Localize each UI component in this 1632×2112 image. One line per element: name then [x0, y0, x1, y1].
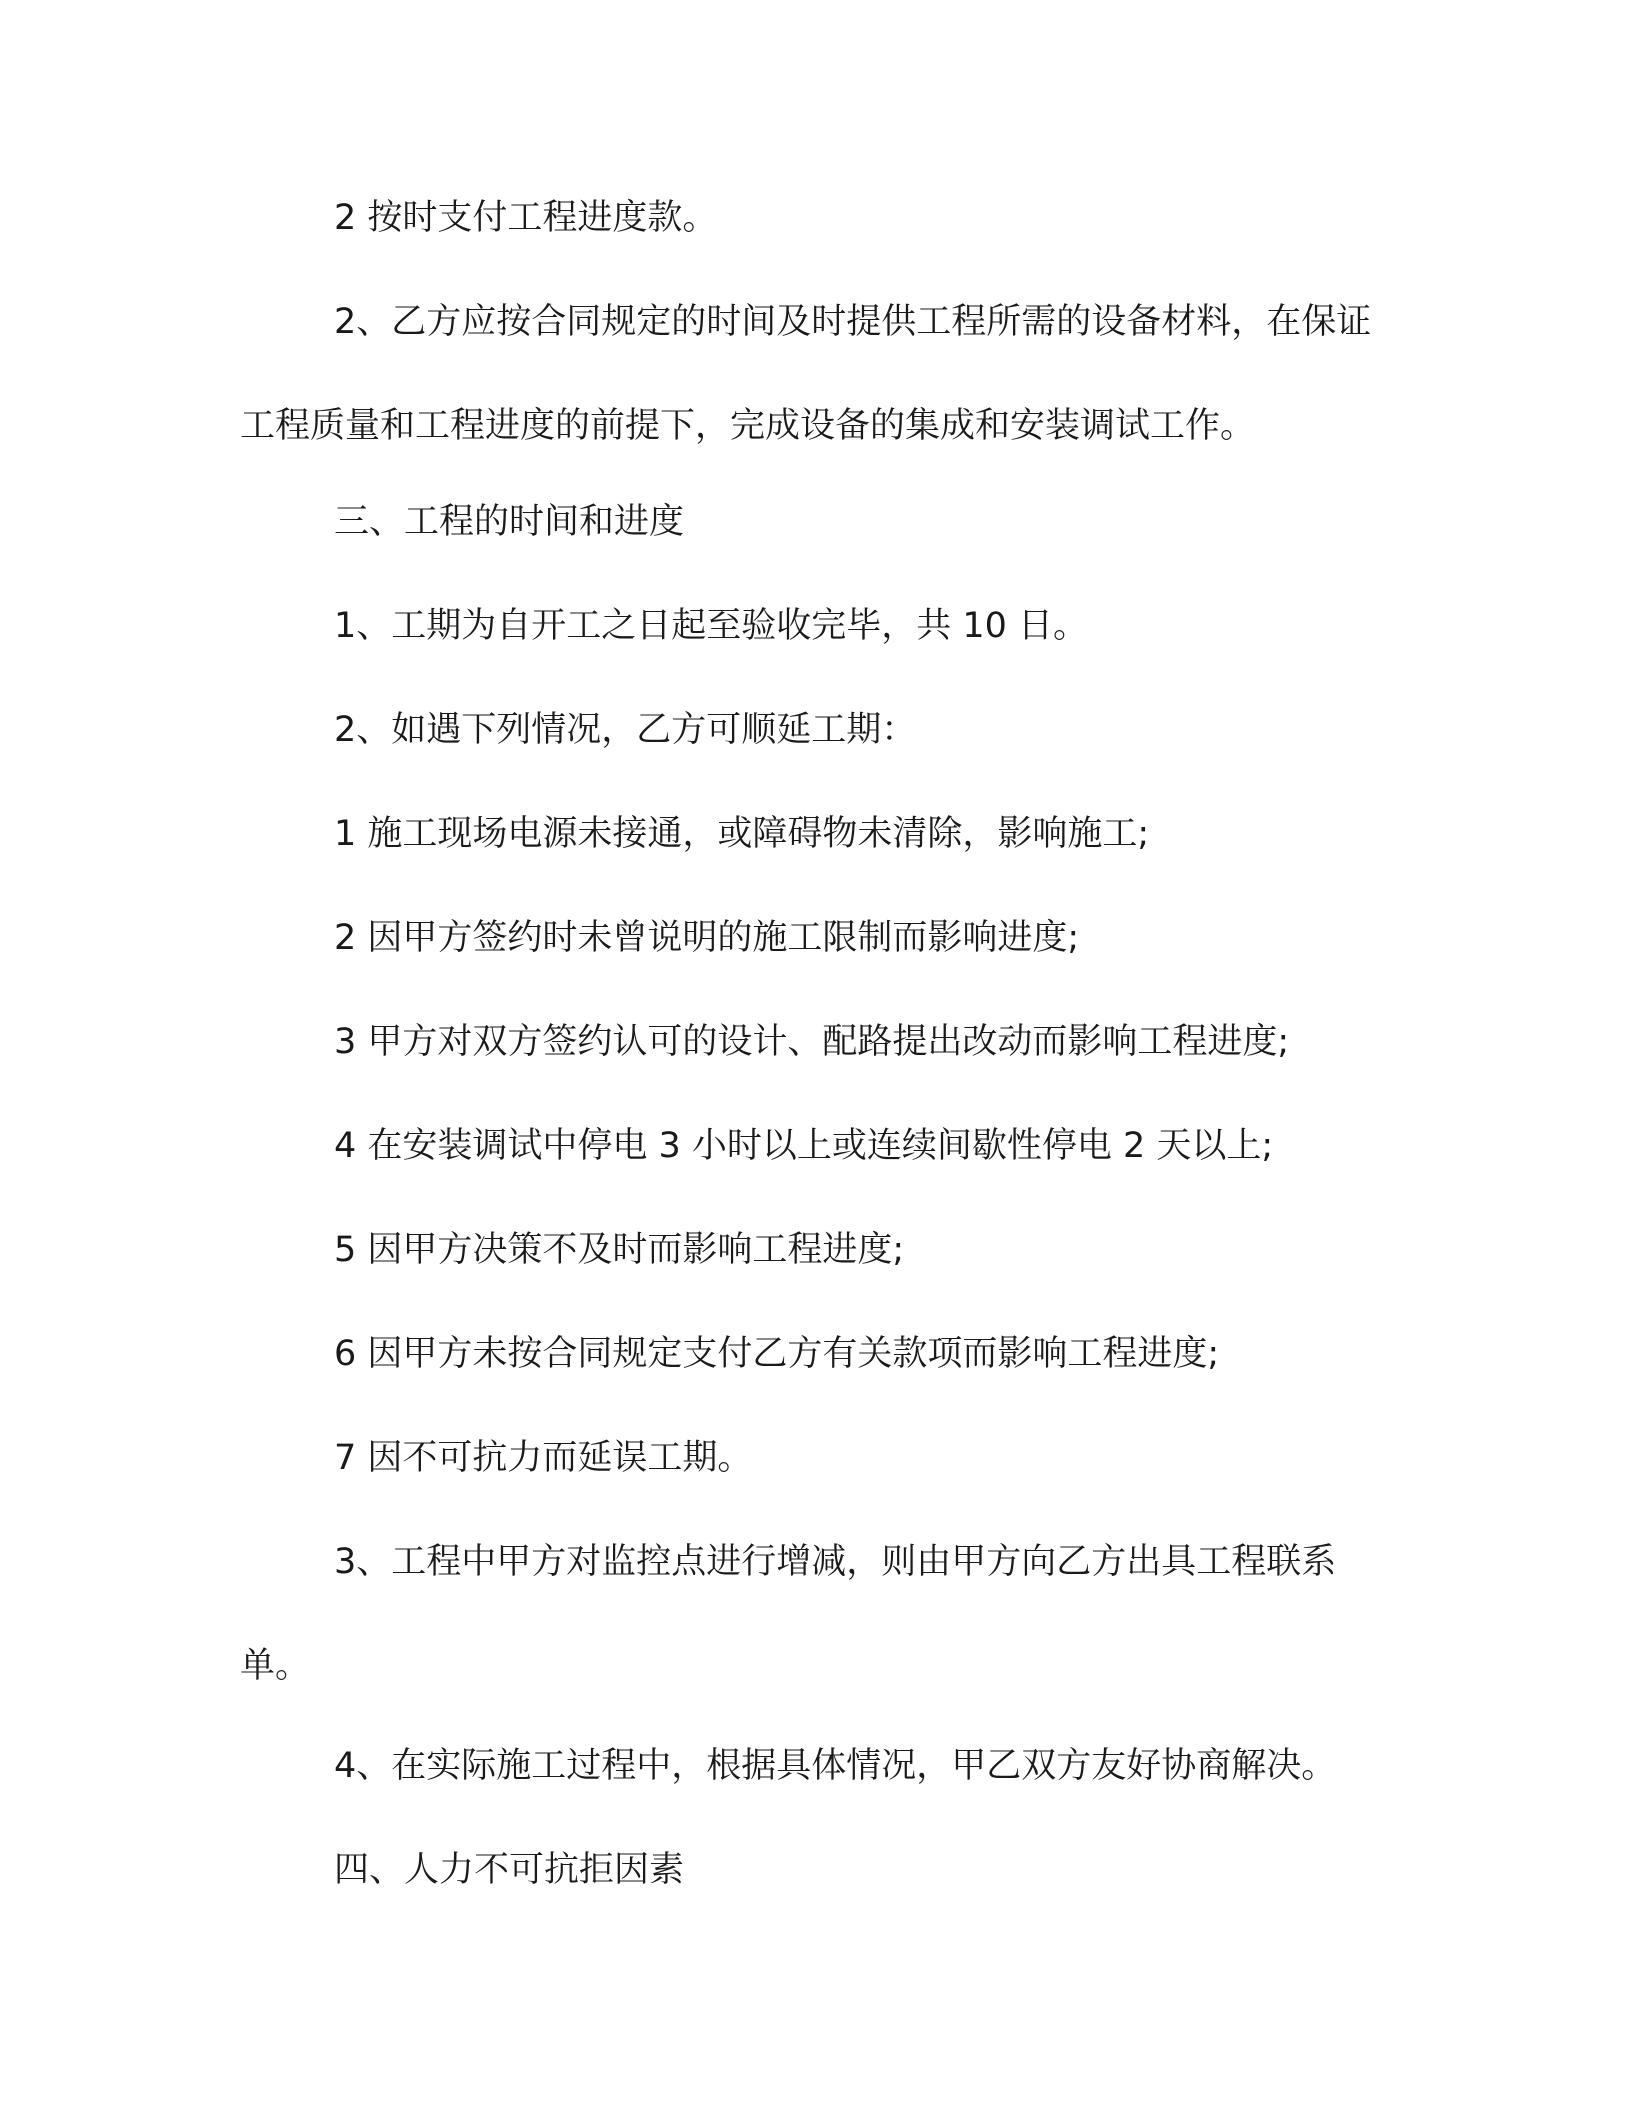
list-item-power-obstacles: 1 施工现场电源未接通，或障碍物未清除，影响施工; [334, 814, 1150, 854]
paragraph-negotiation: 4、在实际施工过程中，根据具体情况，甲乙双方友好协商解决。 [334, 1746, 1337, 1786]
section-heading-force-majeure: 四、人力不可抗拒因素 [334, 1850, 685, 1890]
paragraph-party-b-obligation: 2、乙方应按合同规定的时间及时提供工程所需的设备材料，在保证工程质量和工程进度的前提下，完成设备的集成和安装调试工作。 [240, 302, 1372, 446]
list-item-design-changes: 3 甲方对双方签约认可的设计、配路提出改动而影响工程进度; [334, 1022, 1290, 1062]
list-item-decision-delay: 5 因甲方决策不及时而影响工程进度; [334, 1230, 905, 1270]
paragraph-extension-conditions: 2、如遇下列情况，乙方可顺延工期： [334, 710, 917, 750]
list-item-construction-limits: 2 因甲方签约时未曾说明的施工限制而影响进度; [334, 918, 1080, 958]
paragraph-duration: 1、工期为自开工之日起至验收完毕，共 10 日。 [334, 606, 1089, 646]
paragraph-monitoring-points: 3、工程中甲方对监控点进行增减，则由甲方向乙方出具工程联系单。 [240, 1542, 1337, 1686]
list-item-payment-delay: 6 因甲方未按合同规定支付乙方有关款项而影响工程进度; [334, 1334, 1220, 1374]
list-item-force-majeure: 7 因不可抗力而延误工期。 [334, 1438, 753, 1478]
list-item-power-outage: 4 在安装调试中停电 3 小时以上或连续间歇性停电 2 天以上; [334, 1126, 1274, 1166]
section-heading-time-progress: 三、工程的时间和进度 [334, 502, 685, 542]
paragraph-payment: 2 按时支付工程进度款。 [334, 198, 718, 238]
